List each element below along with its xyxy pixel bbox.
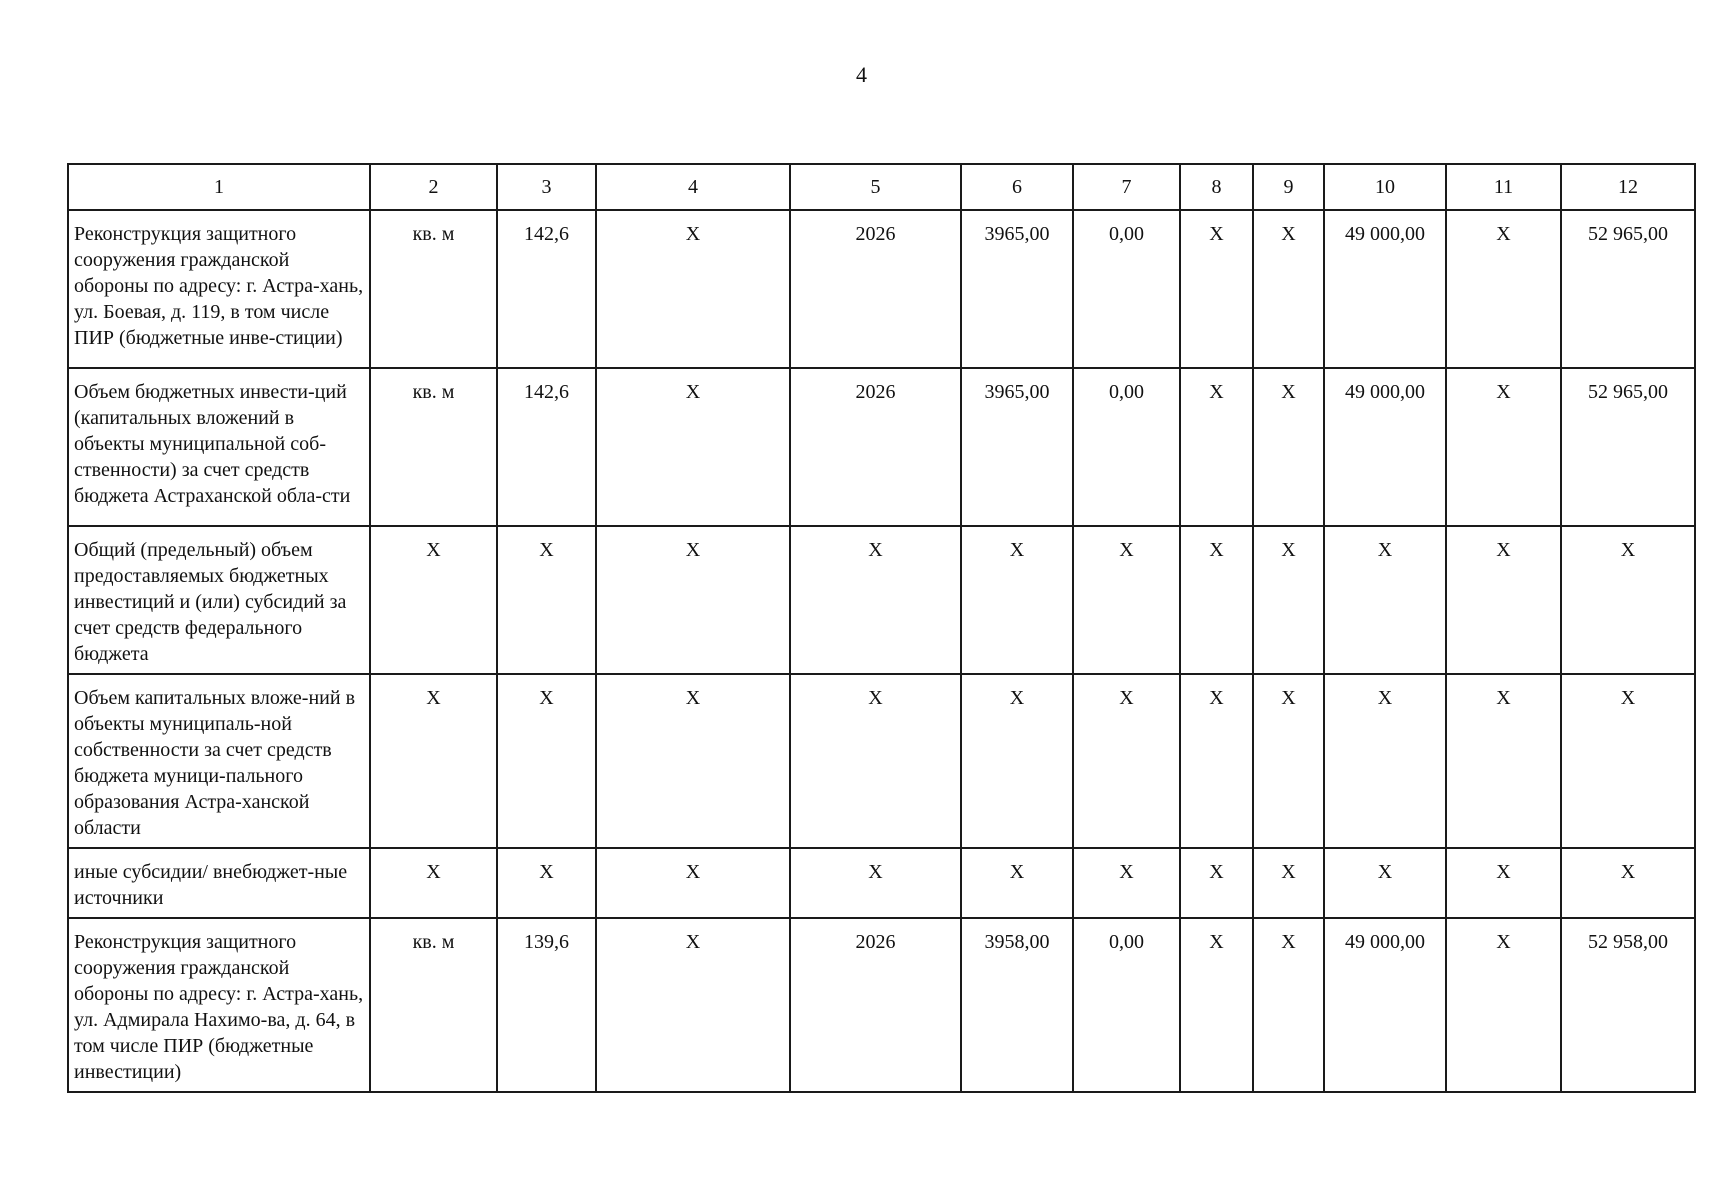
table-row: [68, 848, 1695, 918]
column-header: 5: [790, 164, 961, 210]
table-cell: X: [1324, 848, 1446, 918]
row-name-cell: иные субсидии/ внебюджет-ные источники: [68, 848, 370, 918]
table-cell: 52 965,00: [1561, 210, 1695, 368]
column-header: 8: [1180, 164, 1253, 210]
table-cell: X: [1446, 526, 1561, 674]
table-cell: X: [1180, 526, 1253, 674]
column-header: 4: [596, 164, 790, 210]
table-cell: X: [961, 848, 1073, 918]
table-cell: 142,6: [497, 368, 596, 526]
table-cell: X: [1446, 368, 1561, 526]
table-row: [68, 368, 1695, 526]
table-cell: 0,00: [1073, 918, 1180, 1092]
table-cell: X: [1324, 526, 1446, 674]
table-header-row: [68, 164, 1695, 210]
table-cell: X: [596, 918, 790, 1092]
table-cell: X: [790, 848, 961, 918]
table-cell: 49 000,00: [1324, 368, 1446, 526]
table-cell: кв. м: [370, 210, 497, 368]
table-cell: X: [1446, 674, 1561, 848]
page-number: 4: [856, 62, 867, 87]
table-cell: 3965,00: [961, 210, 1073, 368]
table-row: [68, 674, 1695, 848]
table-row: [68, 210, 1695, 368]
table-cell: X: [497, 848, 596, 918]
table-cell: 52 965,00: [1561, 368, 1695, 526]
table-cell: X: [1446, 848, 1561, 918]
table-cell: X: [497, 674, 596, 848]
table-cell: X: [1180, 368, 1253, 526]
column-header: 3: [497, 164, 596, 210]
row-name-cell: Объем бюджетных инвести-ций (капитальных вложений в объекты муниципальной соб-ственности) за счет средств бюджета Астраханской обла-сти: [68, 368, 370, 526]
column-header: 7: [1073, 164, 1180, 210]
table-cell: X: [370, 674, 497, 848]
table-cell: X: [596, 848, 790, 918]
table-cell: кв. м: [370, 368, 497, 526]
table-cell: X: [1180, 210, 1253, 368]
row-name-cell: Общий (предельный) объем предоставляемых бюджетных инвестиций и (или) субсидий за счет средств федерального бюджета: [68, 526, 370, 674]
table-row: [68, 918, 1695, 1092]
table-cell: 49 000,00: [1324, 918, 1446, 1092]
table-cell: 2026: [790, 210, 961, 368]
table-cell: X: [1561, 848, 1695, 918]
table-cell: X: [1073, 848, 1180, 918]
table-cell: X: [1180, 918, 1253, 1092]
table-cell: X: [596, 210, 790, 368]
table-cell: X: [1073, 526, 1180, 674]
table-cell: X: [1253, 368, 1324, 526]
table-cell: 49 000,00: [1324, 210, 1446, 368]
table-cell: X: [596, 674, 790, 848]
table-cell: X: [596, 368, 790, 526]
table-cell: X: [1253, 674, 1324, 848]
table-cell: X: [790, 674, 961, 848]
column-header: 6: [961, 164, 1073, 210]
table-cell: 2026: [790, 918, 961, 1092]
table-cell: X: [1253, 848, 1324, 918]
table-cell: 52 958,00: [1561, 918, 1695, 1092]
column-header: 9: [1253, 164, 1324, 210]
table-cell: X: [1180, 674, 1253, 848]
table-cell: 0,00: [1073, 210, 1180, 368]
table-cell: X: [1561, 526, 1695, 674]
row-name-cell: Реконструкция защитного сооружения гражданской обороны по адресу: г. Астра-хань, ул. Адмирала Нахимо-ва, д. 64, в том числе ПИР (бюджетные инвестиции): [68, 918, 370, 1092]
column-header: 1: [68, 164, 370, 210]
table-cell: 3965,00: [961, 368, 1073, 526]
table-cell: X: [1253, 918, 1324, 1092]
table-cell: X: [370, 848, 497, 918]
table-cell: X: [1561, 674, 1695, 848]
column-header: 10: [1324, 164, 1446, 210]
row-name-cell: Объем капитальных вложе-ний в объекты муниципаль-ной собственности за счет средств бюджета муници-пального образования Астра-ханской области: [68, 674, 370, 848]
table-cell: X: [1253, 526, 1324, 674]
table-cell: X: [497, 526, 596, 674]
column-header: 2: [370, 164, 497, 210]
row-name-cell: Реконструкция защитного сооружения гражданской обороны по адресу: г. Астра-хань, ул. Боевая, д. 119, в том числе ПИР (бюджетные инве-стиции): [68, 210, 370, 368]
column-header: 11: [1446, 164, 1561, 210]
column-header: 12: [1561, 164, 1695, 210]
table-cell: X: [790, 526, 961, 674]
table-cell: X: [370, 526, 497, 674]
table-cell: 0,00: [1073, 368, 1180, 526]
table-cell: X: [1253, 210, 1324, 368]
table-cell: X: [1180, 848, 1253, 918]
table-cell: X: [1324, 674, 1446, 848]
table-cell: X: [596, 526, 790, 674]
table-cell: 2026: [790, 368, 961, 526]
table-cell: X: [1446, 210, 1561, 368]
table-cell: 139,6: [497, 918, 596, 1092]
table-cell: X: [1446, 918, 1561, 1092]
table-cell: 3958,00: [961, 918, 1073, 1092]
table-cell: 142,6: [497, 210, 596, 368]
table-cell: X: [1073, 674, 1180, 848]
table-cell: кв. м: [370, 918, 497, 1092]
table-cell: X: [961, 526, 1073, 674]
table-cell: X: [961, 674, 1073, 848]
budget-table: [67, 163, 1696, 1093]
table-row: [68, 526, 1695, 674]
